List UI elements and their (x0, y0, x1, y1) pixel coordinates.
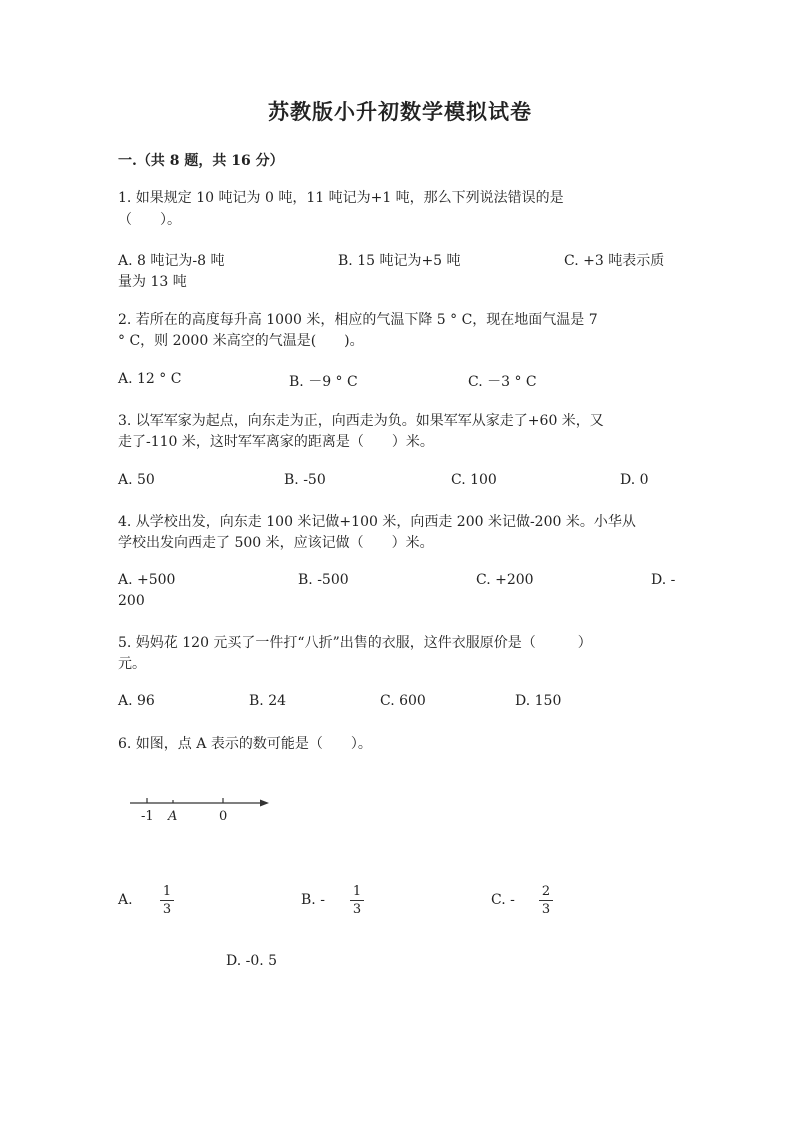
question-3-option-d: D. 0 (620, 472, 649, 488)
question-5-option-a: A. 96 (118, 693, 155, 709)
question-1-option-a: A. 8 吨记为-8 吨 (118, 253, 225, 269)
question-3-option-b: B. -50 (284, 472, 326, 488)
question-4-option-a: A. +500 (118, 572, 176, 588)
number-line-label-0: 0 (219, 809, 228, 824)
question-5-option-b: B. 24 (249, 693, 287, 709)
question-5-line-1: 5. 妈妈花 120 元买了一件打“八折”出售的衣服，这件衣服原价是（ ） (118, 635, 592, 651)
fraction-bar (350, 900, 364, 901)
number-line-figure (125, 792, 275, 824)
question-3-option-a: A. 50 (118, 472, 155, 488)
fraction-numerator: 2 (541, 884, 551, 899)
question-4-option-d: D. - (651, 572, 676, 588)
question-6-option-b-fraction (350, 884, 364, 917)
page-title: 苏教版小升初数学模拟试卷 (268, 99, 532, 124)
question-2-line-1: 2. 若所在的高度每升高 1000 米，相应的气温下降 5 ° C，现在地面气温是 7 (118, 312, 598, 328)
question-4-line-2: 学校出发向西走了 500 米，应该记做（ ）米。 (118, 535, 434, 551)
section-header: 一.（共 8 题，共 16 分） (118, 153, 284, 169)
question-6-option-a-fraction (160, 884, 174, 917)
question-6-option-c: C. - (491, 892, 515, 908)
question-5-line-2: 元。 (118, 656, 146, 672)
question-6-option-b: B. - (301, 892, 325, 908)
fraction-numerator: 1 (352, 884, 362, 899)
question-1-option-b: B. 15 吨记为+5 吨 (338, 253, 461, 269)
question-4-line-1: 4. 从学校出发，向东走 100 米记做+100 米，向西走 200 米记做-200 米。小华从 (118, 514, 636, 530)
question-1-line-2: （ ）。 (118, 212, 181, 228)
question-6-line-1: 6. 如图，点 A 表示的数可能是（ ）。 (118, 736, 372, 752)
fraction-denominator: 3 (162, 902, 172, 917)
number-line-arrow-icon (260, 800, 269, 807)
question-6-option-c-fraction (539, 884, 553, 917)
question-4-option-c: C. +200 (476, 572, 534, 588)
fraction-denominator: 3 (352, 902, 362, 917)
fraction-denominator: 3 (541, 902, 551, 917)
question-4-option-b: B. -500 (298, 572, 349, 588)
question-3-line-2: 走了-110 米，这时军军离家的距离是（ ）米。 (118, 434, 434, 450)
question-1-option-c-continued: 量为 13 吨 (118, 274, 187, 290)
fraction-bar (160, 900, 174, 901)
question-2-option-a: A. 12 ° C (118, 371, 182, 387)
question-5-option-d: D. 150 (515, 693, 562, 709)
question-1-option-c: C. +3 吨表示质 (564, 253, 665, 269)
fraction-numerator: 1 (162, 884, 172, 899)
question-3-line-1: 3. 以军军家为起点，向东走为正，向西走为负。如果军军从家走了+60 米，又 (118, 413, 604, 429)
question-2-option-c: C. －3 ° C (468, 374, 537, 390)
fraction-bar (539, 900, 553, 901)
question-3-option-c: C. 100 (451, 472, 497, 488)
question-6-option-d: D. -0. 5 (226, 953, 278, 969)
question-2-option-b: B. －9 ° C (289, 374, 358, 390)
question-1-line-1: 1. 如果规定 10 吨记为 0 吨，11 吨记为+1 吨，那么下列说法错误的是 (118, 190, 564, 206)
number-line-label-neg1: -1 (141, 809, 154, 824)
question-6-option-a: A. (118, 892, 133, 908)
question-5-option-c: C. 600 (380, 693, 426, 709)
number-line-label-a: A (168, 809, 178, 824)
question-4-option-d-continued: 200 (118, 593, 145, 609)
question-2-line-2: ° C，则 2000 米高空的气温是( )。 (118, 333, 364, 349)
